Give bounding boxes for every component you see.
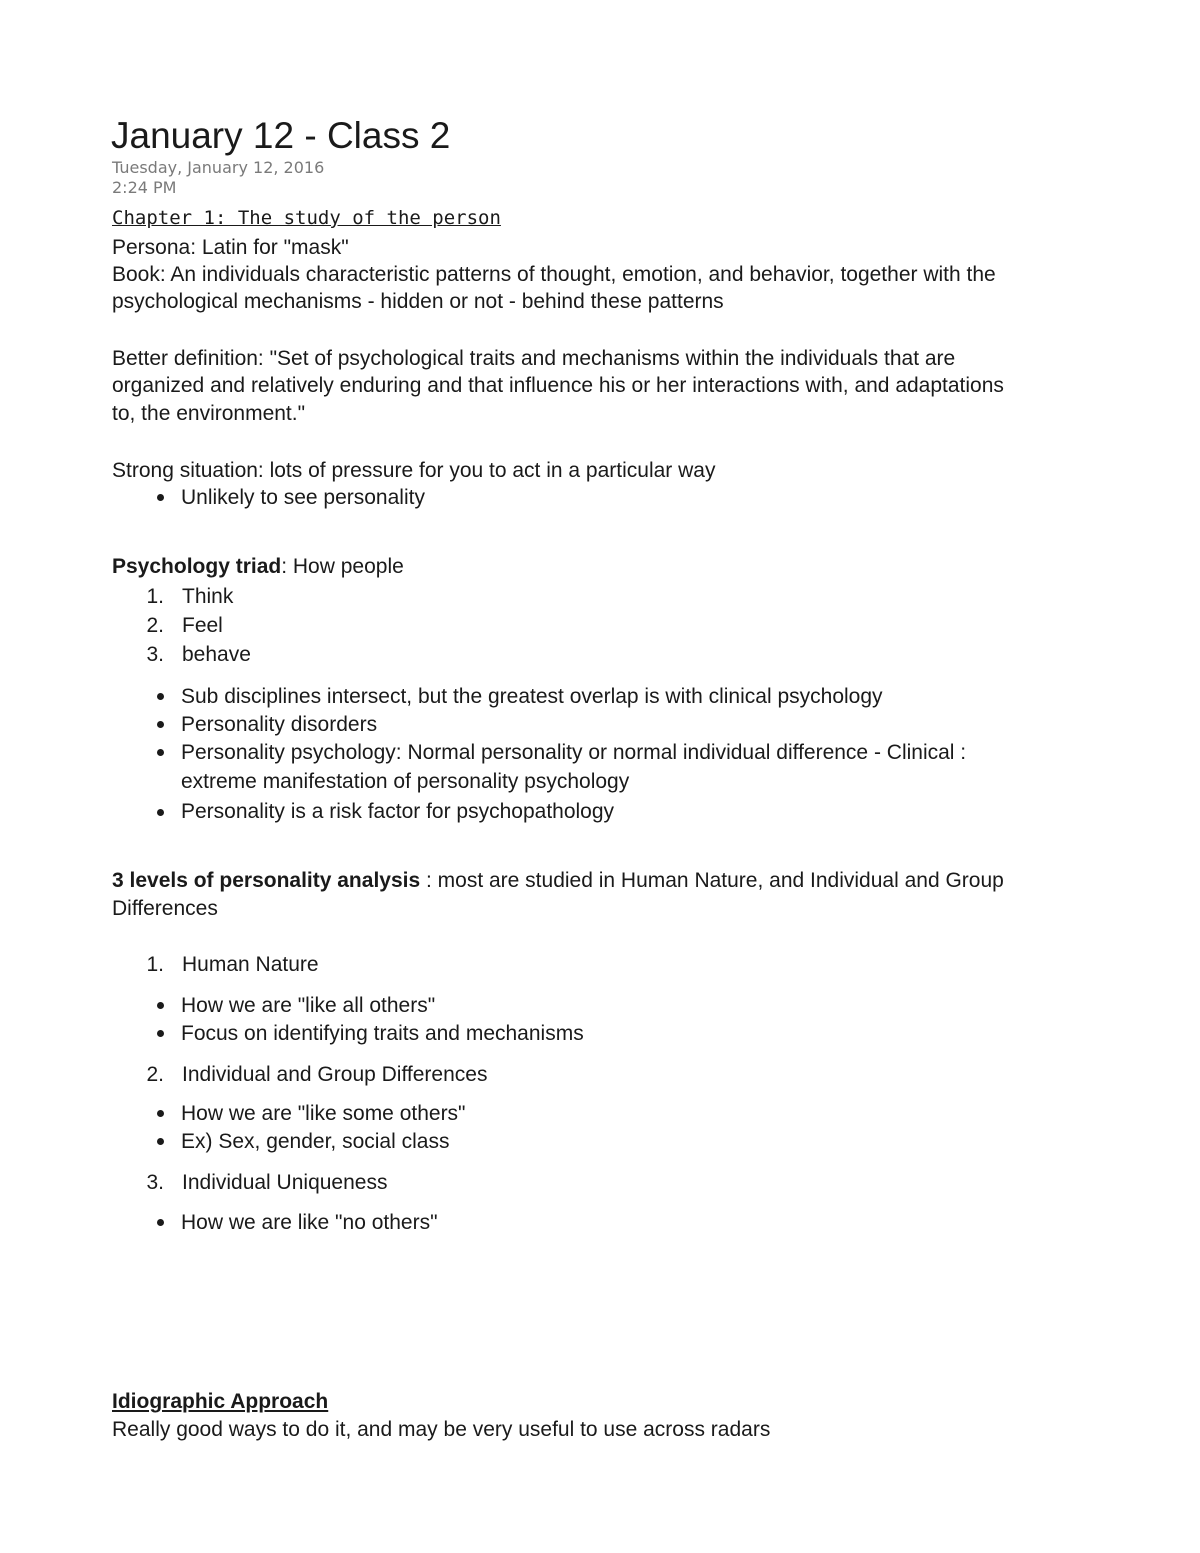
persona-line: Persona: Latin for "mask" (112, 236, 349, 259)
bullet-dot (157, 1002, 164, 1009)
idiographic-text: Really good ways to do it, and may be very useful to use across radars (112, 1418, 771, 1441)
better-definition-line-1: Better definition: "Set of psychological traits and mechanisms within the individuals that are (112, 347, 956, 370)
levels-line (112, 867, 1004, 894)
list-number: 3. (146, 1171, 164, 1194)
bullet-dot (157, 1138, 164, 1145)
triad-item-behave: behave (182, 643, 251, 666)
triad-bullet-subdisciplines: Sub disciplines intersect, but the greatest overlap is with clinical psychology (181, 685, 883, 708)
triad-bullet-disorders: Personality disorders (181, 713, 378, 736)
book-line-1: Book: An individuals characteristic patterns of thought, emotion, and behavior, together with the (112, 263, 996, 286)
bullet-dot (157, 809, 164, 816)
better-definition-line-3: to, the environment." (112, 402, 306, 425)
list-number: 1. (146, 585, 164, 608)
bullet-dot (157, 1219, 164, 1226)
triad-rest: : How people (281, 555, 404, 578)
page-title: January 12 - Class 2 (111, 115, 451, 156)
idiographic-heading: Idiographic Approach (112, 1390, 329, 1413)
list-number: 3. (146, 643, 164, 666)
note-time: 2:24 PM (112, 178, 177, 197)
bullet-dot (157, 1110, 164, 1117)
level-1-bullet: How we are "like all others" (181, 994, 436, 1017)
triad-bullet-personality-psychology-cont: extreme manifestation of personality psychology (181, 770, 630, 793)
triad-bullet-risk-factor: Personality is a risk factor for psychopathology (181, 800, 615, 823)
level-2-bullet: How we are "like some others" (181, 1102, 466, 1125)
level-2-bullet: Ex) Sex, gender, social class (181, 1130, 450, 1153)
list-number: 2. (146, 1063, 164, 1086)
triad-item-feel: Feel (182, 614, 223, 637)
level-human-nature: Human Nature (182, 953, 319, 976)
bullet-dot (157, 721, 164, 728)
better-definition-line-2: organized and relatively enduring and that influence his or her interactions with, and adaptations (112, 374, 1004, 397)
bullet-dot (157, 1030, 164, 1037)
strong-situation-line: Strong situation: lots of pressure for you to act in a particular way (112, 459, 716, 482)
bullet-dot (157, 749, 164, 756)
level-individual-group: Individual and Group Differences (182, 1063, 488, 1086)
strong-situation-bullet: Unlikely to see personality (181, 486, 425, 509)
list-number: 2. (146, 614, 164, 637)
levels-label: 3 levels of personality analysis (112, 869, 421, 892)
chapter-heading: Chapter 1: The study of the person (112, 207, 501, 229)
level-3-bullet: How we are like "no others" (181, 1211, 438, 1234)
triad-item-think: Think (182, 585, 234, 608)
triad-bullet-personality-psychology: Personality psychology: Normal personality or normal individual difference - Clinical : (181, 741, 967, 764)
level-1-bullet: Focus on identifying traits and mechanisms (181, 1022, 584, 1045)
level-individual-uniqueness: Individual Uniqueness (182, 1171, 388, 1194)
levels-line-2: Differences (112, 897, 218, 920)
book-line-2: psychological mechanisms - hidden or not - behind these patterns (112, 290, 724, 313)
levels-rest: : most are studied in Human Nature, and Individual and Group (420, 869, 1004, 892)
triad-line (112, 553, 404, 580)
bullet-dot (157, 494, 164, 501)
bullet-dot (157, 693, 164, 700)
triad-label: Psychology triad (112, 555, 282, 578)
list-number: 1. (146, 953, 164, 976)
note-date: Tuesday, January 12, 2016 (112, 158, 325, 177)
